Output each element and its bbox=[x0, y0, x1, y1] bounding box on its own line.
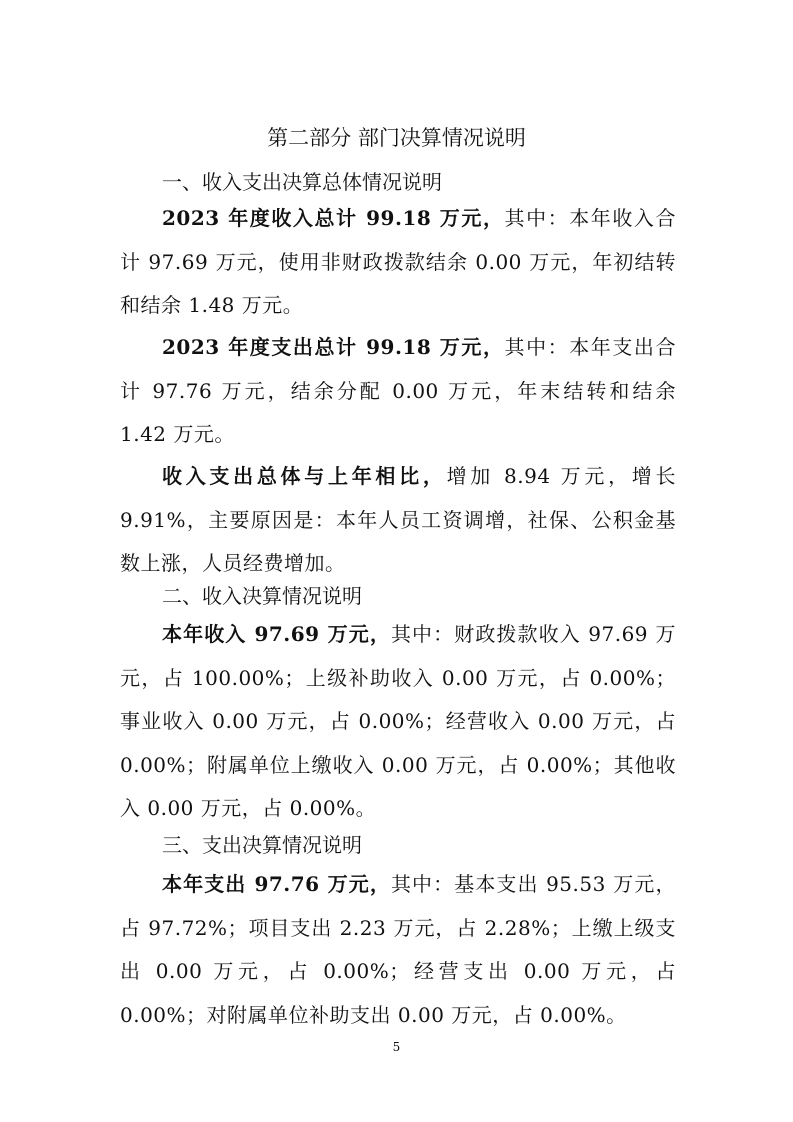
paragraph-expense-total bbox=[120, 326, 676, 457]
paragraph-lead: 本年支出 97.76 万元， bbox=[162, 872, 391, 896]
paragraph-lead: 收入支出总体与上年相比， bbox=[162, 464, 447, 488]
paragraph-text: 其中：本年收入合计 97.69 万元，使用非财政拨款结余 0.00 万元，年初结转和结余 1.48 万元。 bbox=[120, 206, 676, 317]
section-heading-income: 二、收入决算情况说明 bbox=[162, 584, 362, 608]
paragraph-text: 其中：本年支出合计 97.76 万元，结余分配 0.00 万元，年末结转和结余 1.42 万元。 bbox=[120, 335, 676, 446]
paragraph-text: 其中：财政拨款收入 97.69 万元，占 100.00%；上级补助收入 0.00 万元，占 0.00%；事业收入 0.00 万元，占 0.00%；经营收入 0.00 万元，占 0.00%；附属单位上缴收入 0.00 万元，占 0.00%；其他收入 0.00 万元，占 0.00%。 bbox=[120, 622, 676, 820]
paragraph-income-total bbox=[120, 197, 676, 328]
paragraph-income-detail bbox=[120, 613, 676, 831]
section-heading-overall: 一、收入支出决算总体情况说明 bbox=[162, 170, 442, 194]
section-heading-expense: 三、支出决算情况说明 bbox=[162, 833, 362, 857]
paragraph-text: 其中：基本支出 95.53 万元，占 97.72%；项目支出 2.23 万元，占 2.28%；上缴上级支出 0.00 万元，占 0.00%；经营支出 0.00 万元，占 0.00%；对附属单位补助支出 0.00 万元，占 0.00%。 bbox=[120, 872, 676, 1027]
paragraph-lead: 2023 年度收入总计 99.18 万元， bbox=[162, 206, 505, 230]
paragraph-lead: 2023 年度支出总计 99.18 万元， bbox=[162, 335, 505, 359]
paragraph-year-comparison bbox=[120, 455, 676, 586]
paragraph-lead: 本年收入 97.69 万元， bbox=[162, 622, 391, 646]
paragraph-text: 增加 8.94 万元，增长 9.91%，主要原因是：本年人员工资调增，社保、公积金基数上涨，人员经费增加。 bbox=[120, 464, 677, 575]
paragraph-expense-detail bbox=[120, 863, 676, 1037]
page-number: 5 bbox=[392, 1040, 401, 1054]
page-title: 第二部分 部门决算情况说明 bbox=[267, 126, 526, 150]
